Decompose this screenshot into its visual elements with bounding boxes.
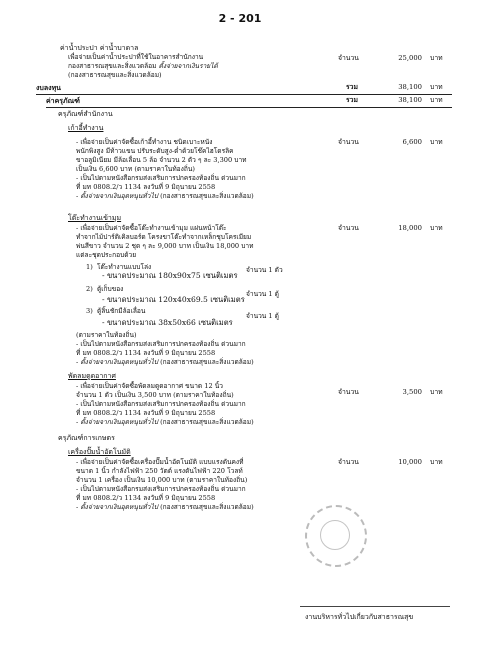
fan-desc-line-3: - เป็นไปตามหนังสือกรมส่งเสริมการปกครองท้องถิ่น ด่วนมาก — [76, 400, 246, 408]
footer-text: งานบริหารทั่วไปเกี่ยวกับสาธารณสุข — [305, 613, 414, 621]
desk-title: โต๊ะทำงานเข้ามุม — [68, 214, 122, 222]
desk-item-2-size: - ขนาดประมาณ 120x40x69.5 เซนติเมตร — [102, 295, 245, 304]
fan-unit: บาท — [430, 388, 443, 396]
chair-title: เก้าอี้ทำงาน — [68, 124, 104, 132]
chair-desc-line-3: ขาอลูมิเนียม มีล้อเลื่อน 5 ล้อ จำนวน 2 ตัว ๆ ละ 3,300 บาท — [76, 156, 247, 164]
fan-funding-note: - ตั้งจ่ายจากเงินอุดหนุนทั่วไป (กองสาธารณสุขและสิ่งแวดล้อม) — [76, 418, 254, 426]
water-desc-line-2: กองสาธารณสุขและสิ่งแวดล้อม ตั้งจ่ายจากเงินรายได้ — [68, 62, 218, 70]
chair-desc-line-5: - เป็นไปตามหนังสือกรมส่งเสริมการปกครองท้องถิ่น ด่วนมาก — [76, 174, 246, 182]
pump-desc-line-5: ที่ มท 0808.2/ว 1134 ลงวันที่ 9 มิถุนายน 2558 — [76, 494, 216, 502]
chair-desc-line-2: พนักพิงสูง มีท้าวแขน ปรับระดับสูง-ต่ำด้วยโช๊คไฮโดรลิค — [76, 147, 234, 155]
desk-desc-line-2: ทำจากไม้ปาร์ติเคิลบอร์ด โครงขาโต๊ะทำจากเหล็กชุบโครเมียม — [76, 233, 252, 241]
fan-desc-line-4: ที่ มท 0808.2/ว 1134 ลงวันที่ 9 มิถุนายน 2558 — [76, 409, 216, 417]
asset-total-amount: 38,100 — [398, 96, 422, 104]
chair-unit: บาท — [430, 138, 443, 146]
fan-desc-line-2: จำนวน 1 ตัว เป็นเงิน 3,500 บาท (ตามราคาในท้องถิ่น) — [76, 391, 234, 399]
pump-desc-line-3: จำนวน 1 เครื่อง เป็นเงิน 10,000 บาท (ตามราคาในท้องถิ่น) — [76, 476, 248, 484]
pump-title: เครื่องปั๊มน้ำอัตโนมัติ — [68, 448, 131, 456]
investment-total-amount: 38,100 — [398, 83, 422, 91]
desk-desc-line-3: พ่นสีขาว จำนวน 2 ชุด ๆ ละ 9,000 บาท เป็นเงิน 18,000 บาท — [76, 242, 254, 250]
desk-funding-note: - ตั้งจ่ายจากเงินอุดหนุนทั่วไป (กองสาธารณสุขและสิ่งแวดล้อม) — [76, 358, 254, 366]
desk-item-3: 3) ตู้ลิ้นชักมีล้อเลื่อน — [86, 307, 146, 315]
investment-budget-title: งบลงทุน — [36, 83, 61, 92]
fan-title: พัดลมดูดอากาศ — [68, 372, 116, 380]
desk-item-1: 1) โต๊ะทำงานแบบโล่ง — [86, 263, 152, 271]
investment-total-label: รวม — [346, 83, 358, 91]
water-desc-line-1: เพื่อจ่ายเป็นค่าน้ำประปาที่ใช้ในอาคารสำนักงาน — [68, 53, 204, 61]
chair-desc-line-4: เป็นเงิน 6,600 บาท (ตามราคาในท้องถิ่น) — [76, 165, 195, 173]
desk-desc-line-1: - เพื่อจ่ายเป็นค่าจัดซื้อโต๊ะทำงานเข้ามุม แผ่นหน้าโต๊ะ — [76, 224, 227, 232]
pump-desc-line-4: - เป็นไปตามหนังสือกรมส่งเสริมการปกครองท้องถิ่น ด่วนมาก — [76, 485, 246, 493]
chair-funding-note: - ตั้งจ่ายจากเงินอุดหนุนทั่วไป (กองสาธารณสุขและสิ่งแวดล้อม) — [76, 192, 254, 200]
desk-unit: บาท — [430, 224, 443, 232]
footer-divider — [300, 606, 450, 607]
page-number: 2 - 201 — [218, 12, 262, 25]
asset-cost-title: ค่าครุภัณฑ์ — [46, 96, 80, 105]
asset-divider — [46, 107, 452, 108]
budget-divider — [36, 94, 452, 95]
desk-qty-label: จำนวน — [338, 224, 359, 232]
agri-equipment-title: ครุภัณฑ์การเกษตร — [58, 434, 115, 442]
pump-qty-label: จำนวน — [338, 458, 359, 466]
desk-amount: 18,000 — [398, 224, 422, 232]
water-amount: 25,000 — [398, 54, 422, 62]
chair-amount: 6,600 — [402, 138, 422, 146]
official-seal-center — [320, 520, 350, 550]
chair-qty-label: จำนวน — [338, 138, 359, 146]
desk-price-note: (ตามราคาในท้องถิ่น) — [76, 331, 137, 339]
fan-desc-line-1: - เพื่อจ่ายเป็นค่าจัดซื้อพัดลมดูดอากาศ ขนาด 12 นิ้ว — [76, 382, 223, 390]
water-section-title: ค่าน้ำประปา ค่าน้ำบาดาล — [60, 44, 139, 52]
water-qty-label: จำนวน — [338, 54, 359, 62]
chair-desc-line-1: - เพื่อจ่ายเป็นค่าจัดซื้อเก้าอี้ทำงาน ชนิดเบาะหนัง — [76, 138, 213, 146]
pump-desc-line-2: ขนาด 1 นิ้ว กำลังไฟฟ้า 250 วัตต์ แรงดันไฟฟ้า 220 โวลท์ — [76, 467, 243, 475]
desk-item-1-qty: จำนวน 1 ตัว — [246, 266, 283, 274]
pump-amount: 10,000 — [398, 458, 422, 466]
asset-total-label: รวม — [346, 96, 358, 104]
desk-item-2: 2) ตู้เก็บของ — [86, 285, 124, 293]
desk-item-3-size: - ขนาดประมาณ 38x50x66 เซนติเมตร — [102, 318, 233, 327]
fan-amount: 3,500 — [402, 388, 422, 396]
fan-qty-label: จำนวน — [338, 388, 359, 396]
water-unit: บาท — [430, 54, 443, 62]
desk-item-2-qty: จำนวน 1 ตู้ — [246, 290, 279, 298]
desk-ref-line-2: ที่ มท 0808.2/ว 1134 ลงวันที่ 9 มิถุนายน 2558 — [76, 349, 216, 357]
desk-desc-line-4: แต่ละชุดประกอบด้วย — [76, 251, 137, 259]
desk-item-1-size: - ขนาดประมาณ 180x90x75 เซนติเมตร — [102, 271, 238, 280]
water-dept: (กองสาธารณสุขและสิ่งแวดล้อม) — [68, 71, 162, 79]
asset-total-unit: บาท — [430, 96, 443, 104]
pump-funding-note: - ตั้งจ่ายจากเงินอุดหนุนทั่วไป (กองสาธารณสุขและสิ่งแวดล้อม) — [76, 503, 254, 511]
desk-item-3-qty: จำนวน 1 ตู้ — [246, 312, 279, 320]
water-funding-note: ตั้งจ่ายจากเงินรายได้ — [158, 62, 218, 70]
desk-ref-line-1: - เป็นไปตามหนังสือกรมส่งเสริมการปกครองท้องถิ่น ด่วนมาก — [76, 340, 246, 348]
chair-desc-line-6: ที่ มท 0808.2/ว 1134 ลงวันที่ 9 มิถุนายน 2558 — [76, 183, 216, 191]
pump-unit: บาท — [430, 458, 443, 466]
pump-desc-line-1: - เพื่อจ่ายเป็นค่าจัดซื้อเครื่องปั๊มน้ำอัตโนมัติ แบบแรงดันคงที่ — [76, 458, 244, 466]
investment-total-unit: บาท — [430, 83, 443, 91]
office-equipment-title: ครุภัณฑ์สำนักงาน — [58, 110, 113, 118]
